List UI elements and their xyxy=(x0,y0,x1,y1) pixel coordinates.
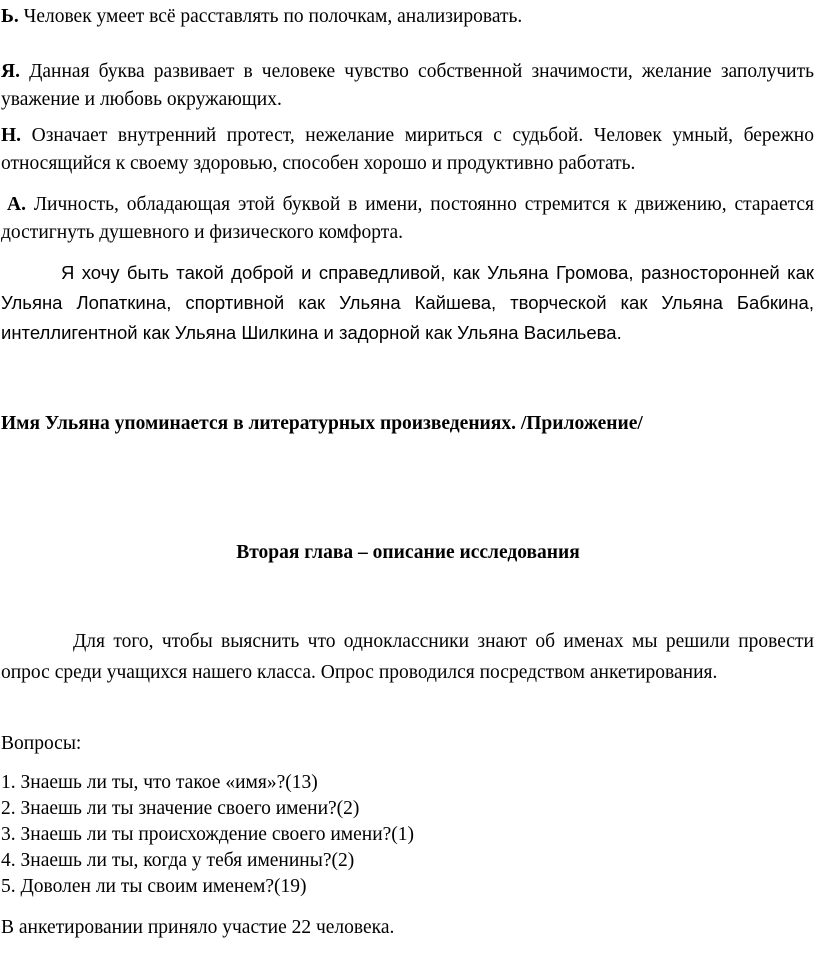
question-item: 1. Знаешь ли ты, что такое «имя»?(13) xyxy=(1,772,318,793)
letter-paragraph-ya xyxy=(1,58,814,114)
letter-label: Ь. xyxy=(1,6,19,27)
chapter-title: Вторая глава – описание исследования xyxy=(236,542,580,563)
letter-paragraph-n xyxy=(1,122,814,178)
letter-description: Личность, обладающая этой буквой в имени, постоянно стремится к движению, старается достигнуть душевного и физического комфорта. xyxy=(1,194,814,243)
letter-paragraph-soft-sign xyxy=(1,3,814,31)
letter-description: Означает внутренний протест, нежелание мириться с судьбой. Человек умный, бережно относящийся к своему здоровью, способен хорошо и продуктивно работать. xyxy=(1,125,814,174)
letter-paragraph-a xyxy=(1,191,814,247)
literature-note: Имя Ульяна упоминается в литературных произведениях. /Приложение/ xyxy=(1,413,643,434)
survey-intro: Для того, чтобы выяснить что одноклассники знают об именах мы решили провести опрос среди учащихся нашего класса. Опрос проводился посредством анкетирования. xyxy=(1,631,814,683)
participants-note: В анкетировании приняло участие 22 человека. xyxy=(1,917,395,938)
letter-description: Человек умеет всё расставлять по полочкам, анализировать. xyxy=(18,6,523,27)
letter-label: Н. xyxy=(1,125,22,146)
question-item: 5. Доволен ли ты своим именем?(19) xyxy=(1,876,307,897)
wish-paragraph: Я хочу быть такой доброй и справедливой, как Ульяна Громова, разносторонней как Ульяна Лопаткина, спортивной как Ульяна Кайшева, творческой как Ульяна Бабкина, интеллигентной как Ульяна Шилкина и задорной как Ульяна Васильева. xyxy=(1,262,814,343)
questions-list xyxy=(1,770,414,900)
question-item: 2. Знаешь ли ты значение своего имени?(2) xyxy=(1,798,360,819)
letter-label: А. xyxy=(7,194,26,215)
letter-description: Данная буква развивает в человеке чувство собственной значимости, желание заполучить уважение и любовь окружающих. xyxy=(1,61,814,110)
letter-label: Я. xyxy=(1,61,20,82)
question-item: 4. Знаешь ли ты, когда у тебя именины?(2) xyxy=(1,850,355,871)
question-item: 3. Знаешь ли ты происхождение своего имени?(1) xyxy=(1,824,415,845)
questions-label: Вопросы: xyxy=(1,733,82,754)
